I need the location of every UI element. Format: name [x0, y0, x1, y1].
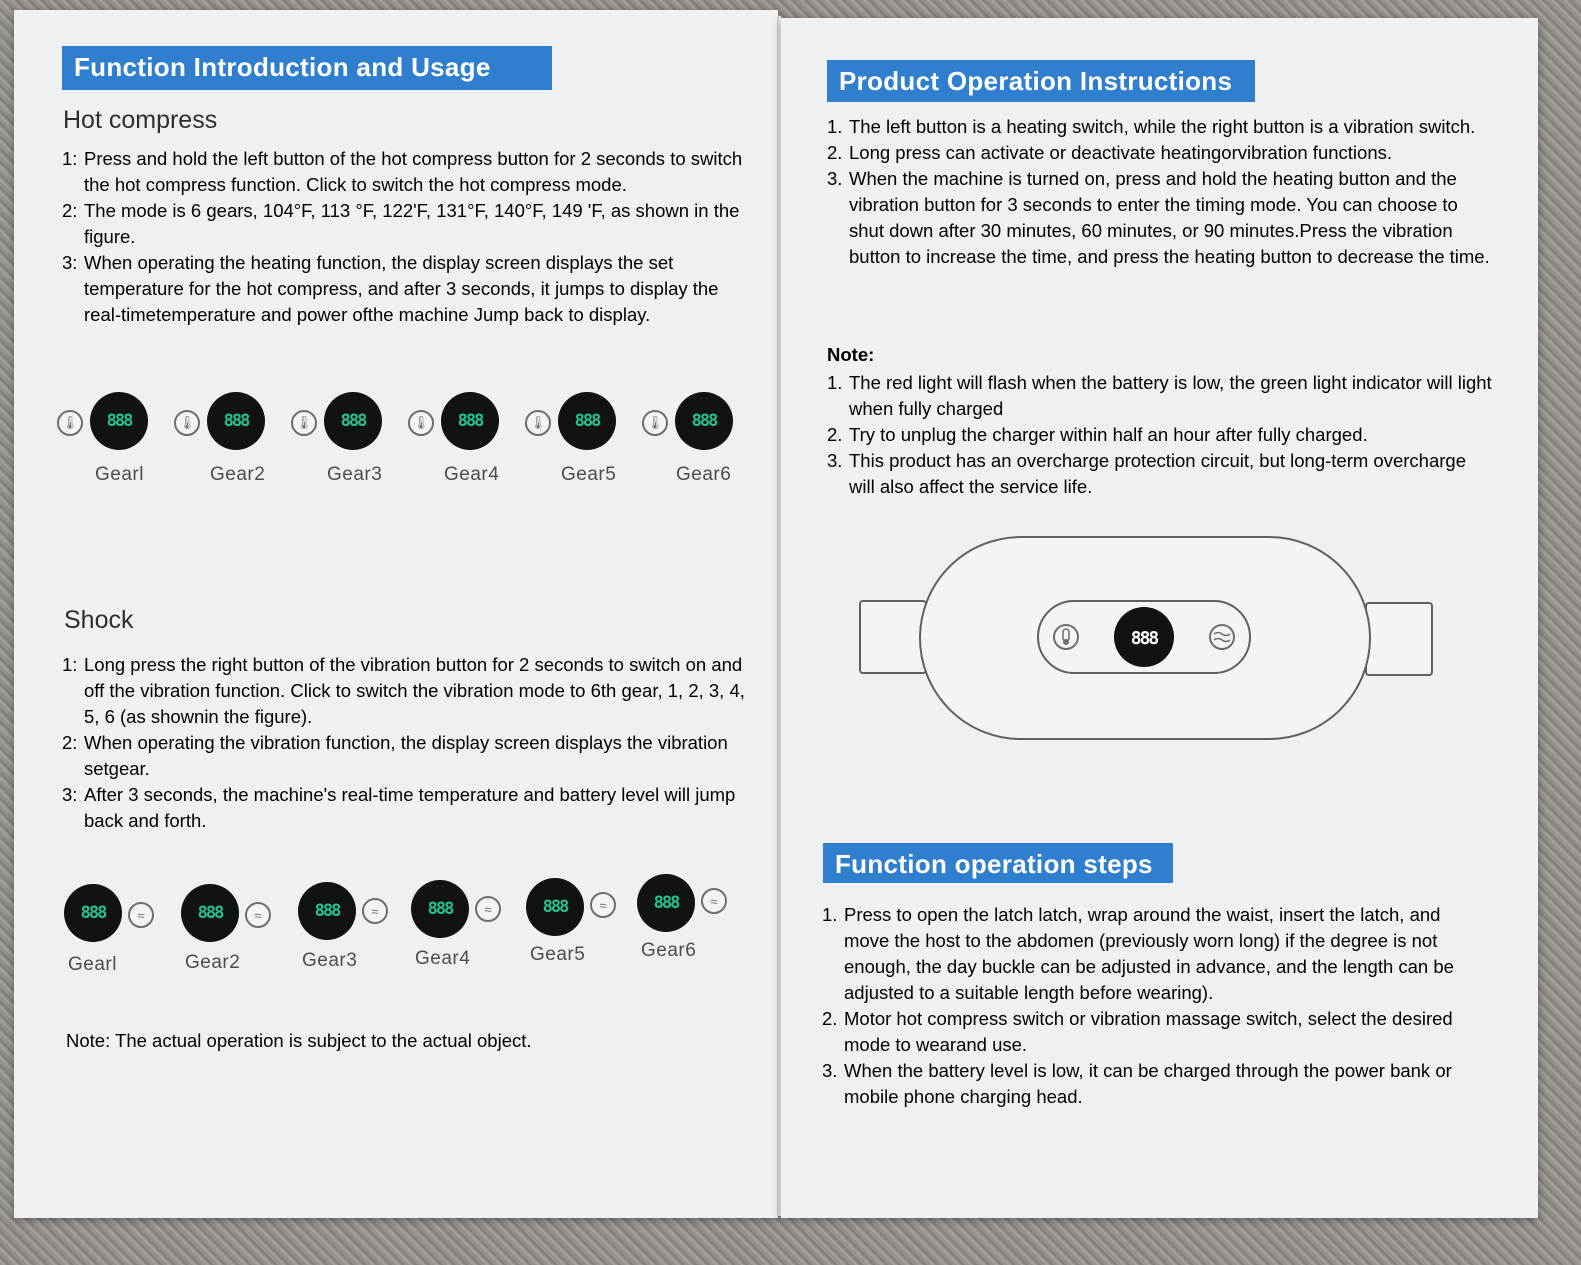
gear-label: Gear5	[530, 944, 586, 965]
thermometer-icon: 🌡	[57, 410, 83, 436]
instructions-list	[827, 114, 1495, 270]
heat-gear-4	[406, 390, 523, 500]
list-item: 1: Long press the right button of the vibration button for 2 seconds to switch on and off the vibration function. Click to switch the vibration mode to 6th gear, 1, 2, 3, 4, 5, 6 (as shownin the figure).	[62, 654, 745, 727]
display-disc: 888	[637, 874, 695, 932]
vibration-gear-5	[532, 880, 649, 990]
list-item: 3: When operating the heating function, the display screen displays the set temperature for the hot compress, and after 3 seconds, it jumps to display the real-timetemperature and power ofthe machine Jump back to display.	[62, 252, 719, 325]
operation-instructions-banner: Product Operation Instructions	[827, 60, 1255, 102]
hot-compress-heading: Hot compress	[63, 106, 218, 134]
vibration-wave-icon: ≈	[701, 888, 727, 914]
gear-label: Gear4	[415, 948, 471, 969]
vibration-wave-icon: ≈	[245, 902, 271, 928]
list-item: 1. The left button is a heating switch, while the right button is a vibration switch.	[827, 116, 1476, 137]
list-item: 3. When the machine is turned on, press and hold the heating button and the vibration button for 3 seconds to enter the timing mode. You can choose to shut down after 30 minutes, 60 minutes, or 90 minutes.Press the vibration button to increase the time, and press the heating button to decrease the time.	[827, 168, 1490, 267]
vibration-wave-icon: ≈	[475, 896, 501, 922]
heat-gear-6	[640, 390, 757, 500]
belt-strap-right	[1366, 603, 1432, 675]
list-item: 2. Motor hot compress switch or vibration massage switch, select the desired mode to wearand use.	[822, 1008, 1453, 1055]
function-steps-banner: Function operation steps	[823, 843, 1173, 883]
display-disc: 888	[181, 884, 239, 942]
gear-label: Gear6	[641, 940, 697, 961]
heat-gear-row	[55, 390, 757, 500]
note-label: Note:	[827, 344, 875, 365]
gear-label: Gear5	[561, 464, 617, 485]
belt-strap-left	[860, 601, 926, 673]
shock-list	[62, 652, 752, 834]
svg-text:888: 888	[1130, 628, 1158, 649]
belt-diagram	[858, 535, 1438, 745]
display-disc: 888	[64, 884, 122, 942]
display-disc: 888	[441, 392, 499, 450]
vibration-wave-icon: ≈	[128, 902, 154, 928]
gear-label: Gear2	[210, 464, 266, 485]
list-item: 3. When the battery level is low, it can be charged through the power bank or mobile phone charging head.	[822, 1060, 1452, 1107]
hot-compress-list	[62, 146, 752, 328]
thermometer-icon: 🌡	[291, 410, 317, 436]
gear-label: Gear3	[327, 464, 383, 485]
heat-gear-3	[289, 390, 406, 500]
vibration-gear-2	[181, 880, 298, 990]
list-item: 2. Try to unplug the charger within half an hour after fully charged.	[827, 424, 1368, 445]
vibration-gear-row	[64, 880, 766, 990]
heat-gear-2	[172, 390, 289, 500]
display-disc: 888	[207, 392, 265, 450]
vibration-wave-icon: ≈	[362, 898, 388, 924]
steps-list	[822, 902, 1486, 1110]
list-item: 2: The mode is 6 gears, 104°F, 113 °F, 122'F, 131°F, 140°F, 149 'F, as shown in the figure.	[62, 200, 740, 247]
list-item: 1. Press to open the latch latch, wrap around the waist, insert the latch, and move the host to the abdomen (previously worn long) if the degree is not enough, the day buckle can be adjusted in advance, and the length can be adjusted to a suitable length before wearing).	[822, 904, 1454, 1003]
display-disc: 888	[558, 392, 616, 450]
display-disc: 888	[90, 392, 148, 450]
display-disc: 888	[298, 882, 356, 940]
gear-label: Gearl	[95, 464, 144, 485]
display-disc: 888	[324, 392, 382, 450]
list-item: 1. The red light will flash when the battery is low, the green light indicator will light when fully charged	[827, 372, 1492, 419]
shock-heading: Shock	[64, 606, 134, 634]
list-item: 1: Press and hold the left button of the hot compress button for 2 seconds to switch the hot compress function. Click to switch the hot compress mode.	[62, 148, 743, 195]
gear-label: Gear6	[676, 464, 732, 485]
heat-gear-1	[55, 390, 172, 500]
gear-label: Gear2	[185, 952, 241, 973]
vibration-gear-1	[64, 880, 181, 990]
heat-gear-5	[523, 390, 640, 500]
display-disc: 888	[675, 392, 733, 450]
thermometer-icon: 🌡	[525, 410, 551, 436]
list-item: 2. Long press can activate or deactivate heatingorvibration functions.	[827, 142, 1392, 163]
thermometer-icon: 🌡	[174, 410, 200, 436]
vibration-gear-3	[298, 880, 415, 990]
list-item: 3. This product has an overcharge protection circuit, but long-term overcharge will also affect the service life.	[827, 450, 1466, 497]
gear-label: Gear3	[302, 950, 358, 971]
function-intro-banner: Function Introduction and Usage	[62, 46, 552, 90]
thermometer-icon: 🌡	[642, 410, 668, 436]
notes-list	[827, 370, 1495, 500]
vibration-wave-icon: ≈	[590, 892, 616, 918]
vibration-gear-6	[641, 880, 766, 990]
vibration-gear-4	[415, 880, 532, 990]
gear-label: Gear4	[444, 464, 500, 485]
vibration-wave-icon	[1210, 625, 1234, 649]
display-disc: 888	[526, 878, 584, 936]
display-disc: 888	[411, 880, 469, 938]
list-item: 3: After 3 seconds, the machine's real-time temperature and battery level will jump back and forth.	[62, 784, 736, 831]
list-item: 2: When operating the vibration function, the display screen displays the vibration setgear.	[62, 732, 728, 779]
gear-label: Gearl	[68, 954, 117, 975]
left-page-note: Note: The actual operation is subject to the actual object.	[66, 1030, 532, 1051]
thermometer-icon: 🌡	[408, 410, 434, 436]
